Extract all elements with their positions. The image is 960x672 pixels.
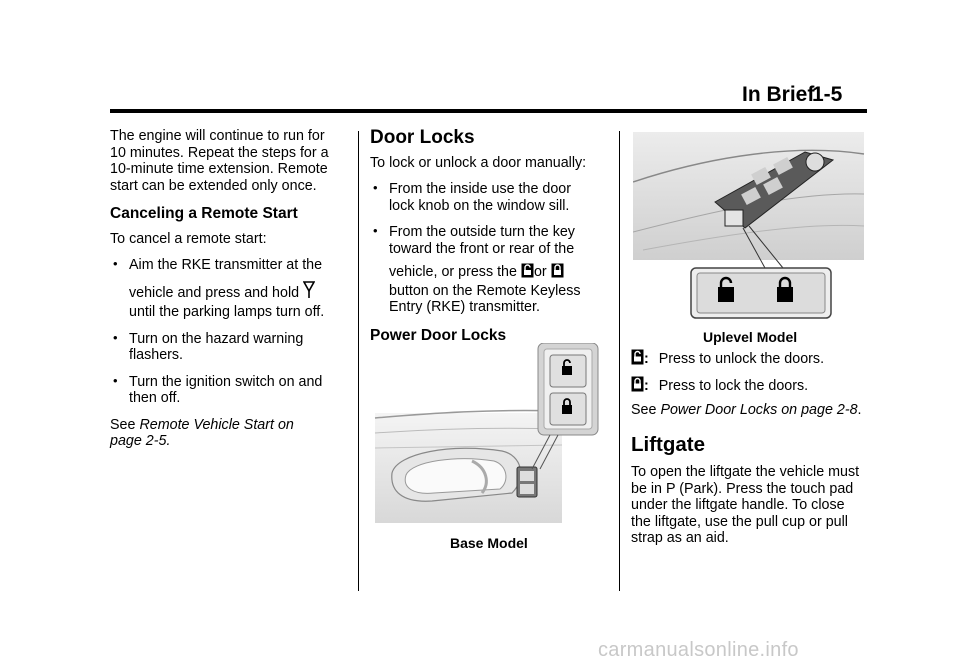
bullet-line: • Turn the ignition switch on and	[129, 373, 323, 390]
bullet-line: • From the inside use the door	[389, 181, 571, 197]
liftgate-line: under the liftgate handle. To close	[631, 497, 845, 513]
power-door-locks-heading: Power Door Locks	[370, 326, 507, 344]
bullet-hazard	[110, 331, 350, 364]
watermark: carmanualsonline.info	[598, 639, 799, 661]
see-reference	[110, 433, 350, 450]
lock-description: Press to lock the doors.	[658, 377, 809, 394]
intro-line: start can be extended only once.	[110, 177, 317, 194]
section-title: In Brief	[742, 83, 815, 106]
liftgate-line: be in P (Park). Press the touch pad	[631, 480, 854, 497]
bullet-line: lock knob on the window sill.	[389, 197, 570, 214]
see-link: Remote Vehicle Start on	[139, 416, 294, 433]
bullet-line: toward the front or rear of the	[389, 240, 575, 257]
bullet-inside	[370, 181, 610, 214]
bullet-aim-rke	[110, 257, 350, 321]
header-rule	[110, 109, 867, 113]
bullet-line: button on the Remote Keyless	[389, 282, 581, 299]
door-locks-heading: Door Locks	[370, 127, 475, 148]
colon: :	[644, 377, 649, 394]
liftgate-line: the liftgate, use the pull cup or pull	[631, 513, 848, 530]
lock-description-row	[631, 376, 871, 395]
bullet-line: then off.	[129, 390, 181, 406]
see-reference	[631, 402, 871, 419]
liftgate-line: To open the liftgate the vehicle must	[631, 464, 860, 480]
colon: :	[644, 351, 649, 367]
canceling-heading: Canceling a Remote Start	[110, 205, 298, 222]
base-model-caption: Base Model	[450, 535, 528, 551]
intro-line: The engine will continue to run for	[110, 128, 325, 144]
lock-icon	[551, 263, 564, 278]
see-prefix: See	[110, 416, 136, 433]
liftgate-heading: Liftgate	[631, 432, 706, 456]
see-prefix: See	[631, 402, 657, 418]
unlock-icon	[631, 349, 644, 365]
see-link: page 2-5.	[110, 433, 171, 449]
see-reference	[110, 417, 350, 434]
uplevel-model-door-illustration	[633, 132, 865, 320]
intro-line: 10-minute time extension. Remote	[110, 161, 328, 177]
lock-icon	[631, 376, 644, 392]
uplevel-model-caption: Uplevel Model	[703, 329, 798, 345]
bullet-outside	[370, 224, 610, 316]
remote-start-icon	[303, 281, 315, 299]
period: .	[857, 402, 862, 418]
column-divider-2	[619, 131, 620, 591]
bullet-line: • Aim the RKE transmitter at the	[129, 257, 323, 273]
see-link: Power Door Locks on page 2-8	[660, 402, 858, 418]
column-2	[370, 128, 610, 344]
unlock-description-row	[631, 349, 871, 368]
page-number: 1-5	[812, 83, 843, 106]
or-word: or	[533, 264, 547, 280]
column-1	[110, 128, 350, 450]
liftgate-line: strap as an aid.	[631, 530, 729, 546]
column-divider-1	[358, 131, 359, 591]
bullet-line: vehicle and press and hold	[129, 284, 300, 301]
intro-line: 10 minutes. Repeat the steps for a	[110, 144, 329, 161]
base-model-door-illustration	[372, 343, 604, 529]
unlock-description: Press to unlock the doors.	[658, 351, 825, 367]
bullet-line: Entry (RKE) transmitter.	[389, 299, 540, 315]
bullet-line: • From the outside turn the key	[389, 224, 575, 240]
manual-lead: To lock or unlock a door manually:	[370, 154, 587, 171]
unlock-icon	[521, 263, 534, 278]
bullet-line: • Turn on the hazard warning	[129, 330, 304, 347]
bullet-line: until the parking lamps turn off.	[129, 304, 325, 320]
bullet-ignition	[110, 374, 350, 407]
cancel-lead: To cancel a remote start:	[110, 230, 267, 247]
bullet-line: vehicle, or press the	[389, 264, 517, 280]
column-3	[631, 349, 871, 547]
bullet-line: flashers.	[129, 347, 184, 363]
